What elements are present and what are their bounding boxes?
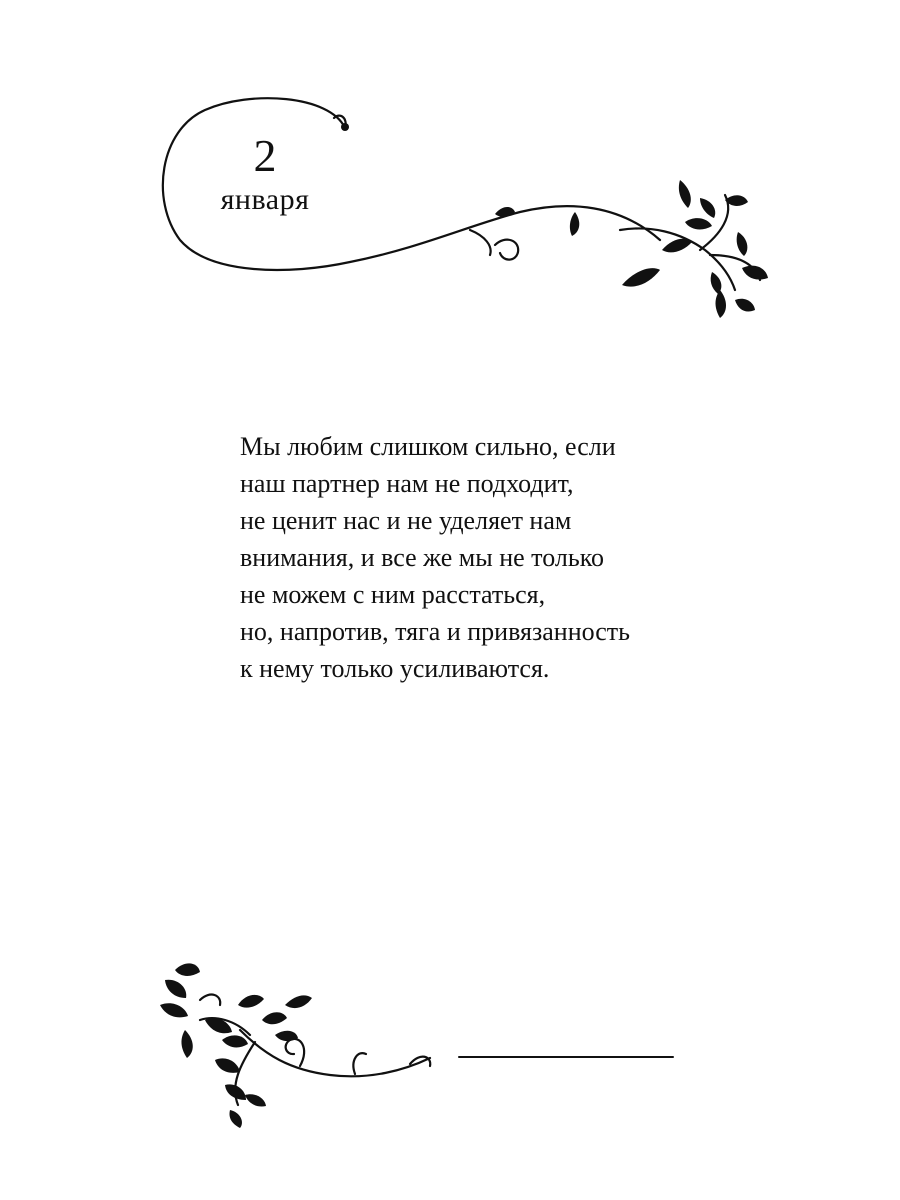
quote-line: наш партнер нам не подходит,	[240, 469, 574, 498]
date-month: января	[220, 183, 310, 216]
quote-line: не можем с ним расстаться,	[240, 580, 546, 609]
quote-line: Мы любим слишком сильно, если	[240, 432, 616, 461]
quote-line: не ценит нас и не уделяет нам	[240, 506, 572, 535]
note-line	[458, 1056, 674, 1058]
quote-line: к нему только усиливаются.	[240, 654, 550, 683]
quote-line: внимания, и все же мы не только	[240, 543, 604, 572]
date-day: 2	[253, 130, 277, 181]
quote-line: но, напротив, тяга и привязанность	[240, 617, 631, 646]
